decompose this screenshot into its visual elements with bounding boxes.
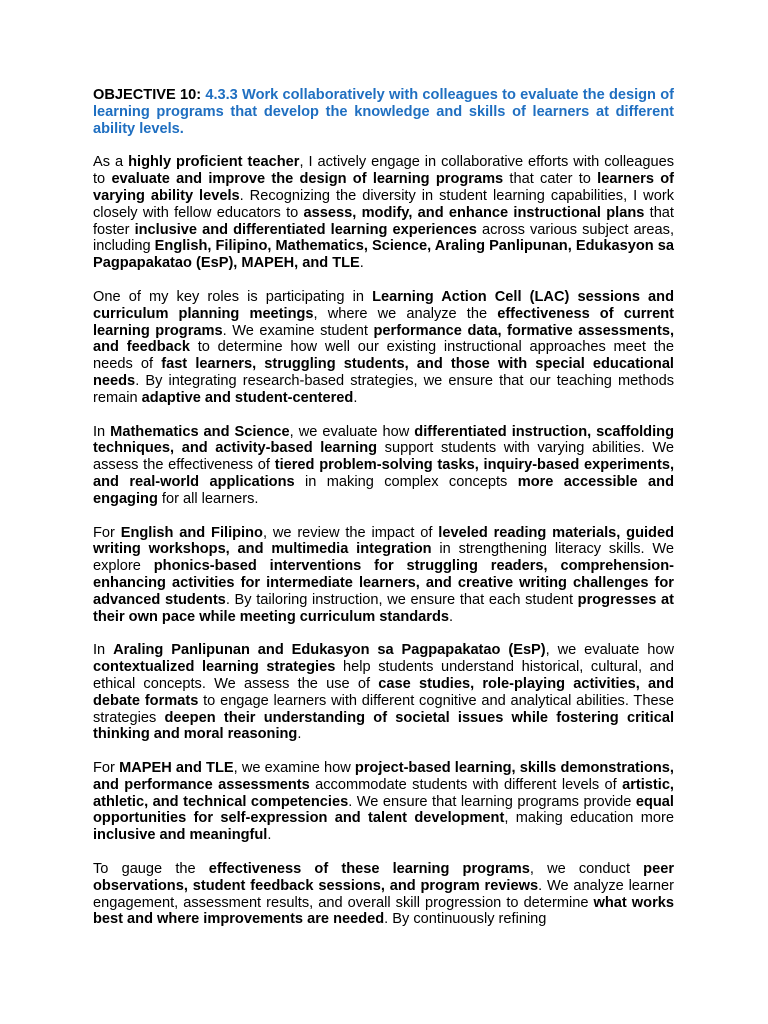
text-run: . By tailoring instruction, we ensure that each student: [225, 591, 578, 608]
text-run: for all learners.: [157, 490, 259, 507]
bold-text-run: equal opportunities for self-expression and talent development: [93, 793, 674, 827]
bold-text-run: peer observations, student feedback sessions, and program reviews: [93, 861, 674, 894]
paragraph-3: [93, 424, 674, 508]
text-run: One of my key roles is participating in: [93, 288, 373, 305]
objective-heading: [93, 87, 674, 137]
bold-text-run: inclusive and differentiated learning experiences: [134, 221, 477, 238]
bold-text-run: phonics-based interventions for struggling readers, comprehension-enhancing activities for intermediate learners, and creative writing challenges for advanced students: [93, 558, 674, 608]
text-run: in strengthening literacy skills. We explore: [93, 541, 674, 575]
bold-text-run: English, Filipino, Mathematics, Science, Araling Panlipunan, Edukasyon sa Pagpapakatao (EsP), MAPEH, and TLE: [93, 238, 674, 272]
text-run: to engage learners with different cognitive and analytical abilities. These strategies: [93, 692, 674, 726]
bold-text-run: inclusive and meaningful: [93, 827, 268, 844]
text-run: .: [353, 389, 358, 406]
text-run: In: [93, 642, 114, 659]
text-run: , I actively engage in collaborative efforts with colleagues to: [93, 154, 675, 188]
text-run: in making complex concepts: [294, 473, 518, 490]
bold-text-run: progresses at their own pace while meeting curriculum standards: [93, 591, 674, 625]
bold-text-run: English and Filipino: [120, 524, 263, 541]
bold-text-run: leveled reading materials, guided writing workshops, and multimedia integration: [93, 524, 674, 558]
paragraph-6: [93, 760, 674, 844]
bold-text-run: Learning Action Cell (LAC) sessions and curriculum planning meetings: [93, 288, 674, 322]
bold-text-run: differentiated instruction, scaffolding techniques, and activity-based learning: [93, 423, 674, 457]
text-run: . We analyze learner engagement, assessment results, and overall skill progression to determine: [93, 877, 674, 911]
text-run: , where we analyze the: [313, 305, 498, 322]
bold-text-run: MAPEH and TLE: [119, 760, 234, 777]
text-run: .: [267, 827, 272, 844]
text-run: . We examine student: [222, 322, 374, 339]
bold-text-run: evaluate and improve the design of learning programs: [111, 171, 504, 188]
text-run: . By continuously refining: [384, 911, 547, 928]
text-run: . We ensure that learning programs provide: [348, 793, 636, 810]
paragraph-1: [93, 154, 674, 272]
text-run: across various subject areas, including: [93, 221, 675, 255]
text-run: . Recognizing the diversity in student learning capabilities, I work closely with fellow educators to: [93, 187, 674, 221]
text-run: , we evaluate how: [289, 423, 415, 440]
bold-text-run: performance data, formative assessments, and feedback: [93, 322, 675, 356]
bold-text-run: Araling Panlipunan and Edukasyon sa Pagpapakatao (EsP): [113, 642, 546, 659]
text-run: support students with varying abilities. We assess the effectiveness of: [93, 440, 674, 474]
bold-text-run: Mathematics and Science: [110, 423, 290, 440]
text-run: . By integrating research-based strategies, we ensure that our teaching methods remain: [93, 372, 674, 406]
document-page: [93, 87, 674, 945]
text-run: .: [297, 726, 302, 743]
bold-text-run: contextualized learning strategies: [93, 659, 336, 676]
objective-label: OBJECTIVE 10:: [93, 87, 202, 103]
text-run: .: [449, 608, 454, 625]
text-run: , we examine how: [233, 760, 355, 777]
bold-text-run: what works best and where improvements are needed: [93, 894, 674, 928]
text-run: accommodate students with different levels of: [309, 776, 623, 793]
text-run: For: [93, 524, 121, 541]
bold-text-run: fast learners, struggling students, and those with special educational needs: [93, 356, 674, 389]
text-run: To gauge the: [93, 861, 209, 878]
text-run: to determine how well our existing instructional approaches meet the needs of: [93, 339, 674, 373]
text-run: that cater to: [503, 171, 598, 188]
paragraph-7: [93, 861, 674, 928]
bold-text-run: adaptive and student-centered: [141, 389, 354, 406]
paragraph-2: [93, 289, 674, 407]
text-run: help students understand historical, cultural, and ethical concepts. We assess the use of: [93, 659, 674, 692]
text-run: , we review the impact of: [262, 524, 439, 541]
bold-text-run: effectiveness of these learning programs: [208, 861, 530, 878]
bold-text-run: project-based learning, skills demonstrations, and performance assessments: [93, 760, 674, 793]
text-run: that foster: [93, 204, 674, 238]
text-run: In: [93, 423, 111, 440]
bold-text-run: tiered problem-solving tasks, inquiry-based experiments, and real-world applications: [93, 457, 674, 490]
bold-text-run: deepen their understanding of societal issues while fostering critical thinking and moral reasoning: [93, 709, 675, 743]
bold-text-run: assess, modify, and enhance instructional plans: [303, 204, 645, 221]
bold-text-run: case studies, role-playing activities, and debate formats: [93, 675, 674, 709]
paragraph-5: [93, 642, 674, 743]
text-run: For: [93, 760, 120, 777]
bold-text-run: more accessible and engaging: [93, 473, 674, 507]
objective-text: 4.3.3 Work collaboratively with colleagues to evaluate the design of learning programs that develop the knowledge and skills of learners at different ability levels.: [93, 87, 674, 137]
text-run: , we evaluate how: [545, 642, 674, 659]
bold-text-run: highly proficient teacher: [128, 154, 300, 171]
text-run: .: [359, 255, 364, 272]
bold-text-run: effectiveness of current learning programs: [93, 305, 674, 339]
text-run: , making education more: [504, 810, 674, 827]
paragraph-4: [93, 525, 674, 626]
bold-text-run: artistic, athletic, and technical competencies: [93, 776, 674, 810]
bold-text-run: learners of varying ability levels: [93, 171, 674, 204]
text-run: , we conduct: [529, 861, 644, 878]
text-run: As a: [93, 154, 129, 171]
